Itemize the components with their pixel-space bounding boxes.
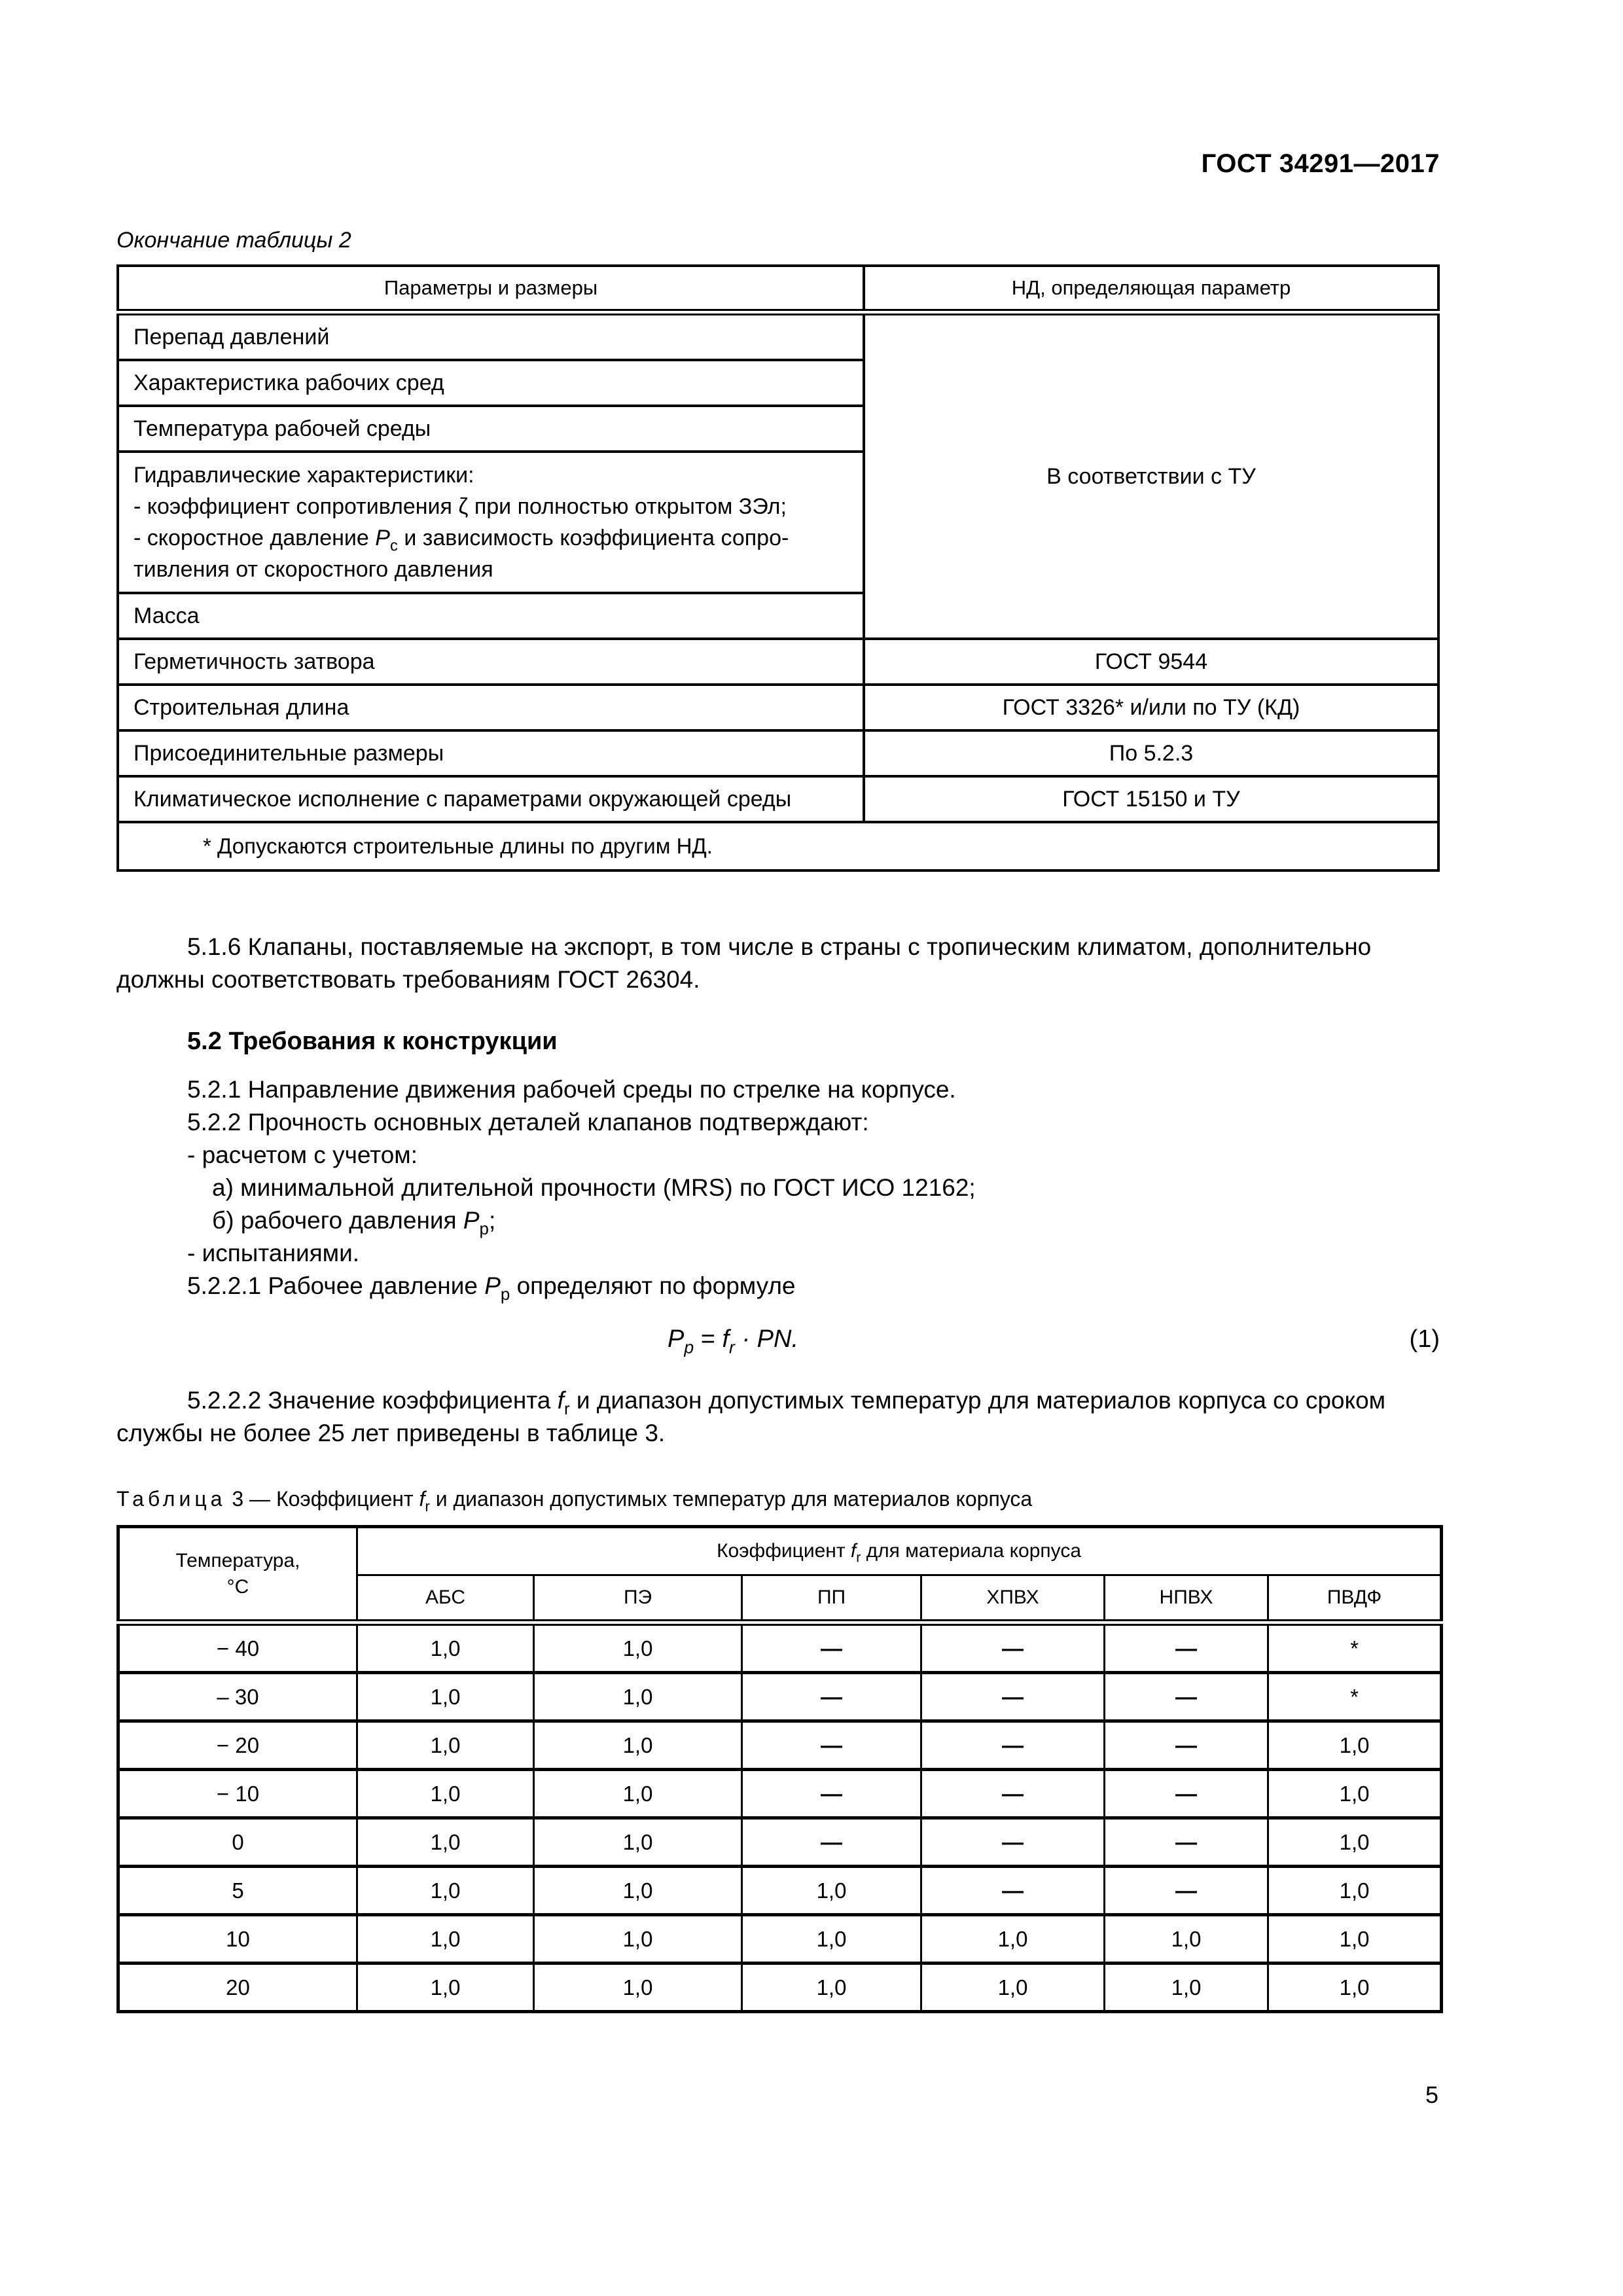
material-header: НПВХ (1105, 1575, 1268, 1623)
coefficient-cell: 1,0 (357, 1964, 534, 2012)
coefficient-cell: 1,0 (357, 1915, 534, 1964)
hydraulic-title: Гидравлические характеристики: (134, 463, 474, 488)
temperature-cell: 0 (118, 1818, 357, 1867)
coefficient-cell: — (742, 1770, 921, 1818)
temperature-cell: − 40 (118, 1623, 357, 1673)
param-cell: Характеристика рабочих сред (118, 360, 864, 406)
coefficient-cell: 1,0 (742, 1867, 921, 1915)
coefficient-cell: 1,0 (534, 1721, 742, 1770)
coefficient-cell: 1,0 (921, 1915, 1105, 1964)
coefficient-cell: 1,0 (534, 1964, 742, 2012)
param-cell: Герметичность затвора (118, 639, 864, 685)
coefficient-cell: — (921, 1818, 1105, 1867)
table-row (118, 776, 1438, 822)
coefficient-cell: — (742, 1818, 921, 1867)
coefficient-cell: — (742, 1623, 921, 1673)
temperature-cell: 5 (118, 1867, 357, 1915)
coefficient-cell: 1,0 (1105, 1964, 1268, 2012)
table-row (118, 639, 1438, 685)
param-cell-hydraulic (118, 452, 864, 593)
coefficient-cell: 1,0 (357, 1623, 534, 1673)
coefficient-cell: * (1268, 1623, 1442, 1673)
coefficient-cell: 1,0 (534, 1915, 742, 1964)
coefficient-cell: * (1268, 1673, 1442, 1721)
temperature-cell: – 30 (118, 1673, 357, 1721)
coefficient-cell: 1,0 (1105, 1915, 1268, 1964)
param-cell: Масса (118, 593, 864, 639)
table-row (118, 1915, 1442, 1964)
coefficient-cell: 1,0 (357, 1721, 534, 1770)
temperature-cell: 20 (118, 1964, 357, 2012)
coefficient-cell: 1,0 (357, 1818, 534, 1867)
coefficient-cell: — (742, 1721, 921, 1770)
nd-cell: ГОСТ 15150 и ТУ (864, 776, 1438, 822)
hydraulic-item-2: - скоростное давление $P_c$ и зависимость коэффициента сопро- (134, 526, 789, 555)
coefficient-cell: 1,0 (534, 1818, 742, 1867)
coefficient-cell: 1,0 (357, 1867, 534, 1915)
coefficient-cell: — (921, 1623, 1105, 1673)
coefficient-cell: 1,0 (1268, 1721, 1442, 1770)
list-item-a: а) минимальной длительной прочности (MRS) по ГОСТ ИСО 12162; (212, 1174, 976, 1201)
list-item-calculation: - расчетом с учетом: (187, 1141, 418, 1168)
formula-1: $P_р = f_r$ · PN. (668, 1325, 799, 1357)
table2-header-params: Параметры и размеры (118, 266, 864, 312)
param-cell: Перепад давлений (118, 312, 864, 360)
temperature-cell: 10 (118, 1915, 357, 1964)
coefficient-cell: 1,0 (534, 1867, 742, 1915)
material-header: АБС (357, 1575, 534, 1623)
table-row (118, 1964, 1442, 2012)
table-footnote: * Допускаются строительные длины по другим НД. (118, 822, 1438, 870)
coefficient-cell: — (1105, 1721, 1268, 1770)
paragraph-5-2-2: 5.2.2 Прочность основных деталей клапанов подтверждают: (187, 1109, 869, 1136)
nd-cell: По 5.2.3 (864, 730, 1438, 776)
table-row (118, 1818, 1442, 1867)
material-header: ХПВХ (921, 1575, 1105, 1623)
material-header: ПВДФ (1268, 1575, 1442, 1623)
coefficient-cell: 1,0 (1268, 1964, 1442, 2012)
table-3-caption: Таблица 3 — Коэффициент $f_r$ и диапазон допустимых температур для материалов корпуса (116, 1487, 1033, 1515)
coefficient-cell: — (921, 1721, 1105, 1770)
coefficient-cell: 1,0 (1268, 1770, 1442, 1818)
coefficient-cell: 1,0 (742, 1964, 921, 2012)
coefficient-cell: — (742, 1673, 921, 1721)
param-cell: Строительная длина (118, 685, 864, 730)
material-header: ПП (742, 1575, 921, 1623)
table-row (118, 1721, 1442, 1770)
coefficient-cell: — (1105, 1673, 1268, 1721)
table-row (118, 312, 1438, 360)
nd-cell: ГОСТ 3326* и/или по ТУ (КД) (864, 685, 1438, 730)
param-cell: Температура рабочей среды (118, 406, 864, 452)
coefficient-cell: 1,0 (921, 1964, 1105, 2012)
coefficient-cell: — (921, 1673, 1105, 1721)
page-number: 5 (1425, 2081, 1438, 2108)
table-row (118, 1770, 1442, 1818)
coefficient-cell: 1,0 (534, 1673, 742, 1721)
table-row (118, 730, 1438, 776)
temperature-cell: − 20 (118, 1721, 357, 1770)
paragraph-5-1-6: 5.1.6 Клапаны, поставляемые на экспорт, в том числе в страны с тропическим климатом, дополнительно должны соответствовать требованиям ГОСТ 26304. (116, 933, 1372, 993)
coefficient-cell: 1,0 (1268, 1818, 1442, 1867)
nd-merged-cell: В соответствии с ТУ (864, 312, 1438, 639)
coefficient-cell: 1,0 (534, 1770, 742, 1818)
param-cell: Климатическое исполнение с параметрами окружающей среды (118, 776, 864, 822)
coefficient-cell: — (1105, 1867, 1268, 1915)
coefficient-cell: 1,0 (1268, 1915, 1442, 1964)
coefficient-cell: 1,0 (534, 1623, 742, 1673)
table-3 (116, 1525, 1443, 2013)
list-item-b: б) рабочего давления $P_р$; (212, 1207, 496, 1239)
coefficient-cell: 1,0 (742, 1915, 921, 1964)
material-header: ПЭ (534, 1575, 742, 1623)
paragraph-5-2-2-2: 5.2.2.2 Значение коэффициента $f_r$ и диапазон допустимых температур для материалов корпуса со сроком службы не более 25 лет приведены в таблице 3. (116, 1387, 1386, 1446)
temperature-cell: − 10 (118, 1770, 357, 1818)
formula-number: (1) (1409, 1325, 1440, 1353)
hydraulic-item-2-cont: тивления от скоростного давления (134, 557, 493, 582)
table2-header-nd: НД, определяющая параметр (864, 266, 1438, 312)
table-row (118, 1673, 1442, 1721)
coefficient-cell: — (921, 1867, 1105, 1915)
section-heading-5-2: 5.2 Требования к конструкции (187, 1028, 558, 1055)
paragraph-5-2-1: 5.2.1 Направление движения рабочей среды по стрелке на корпусе. (187, 1076, 956, 1103)
table-row (118, 1867, 1442, 1915)
table-row (118, 1623, 1442, 1673)
coefficient-cell: — (921, 1770, 1105, 1818)
temperature-header: Температура, °С (118, 1527, 357, 1623)
coefficient-cell: — (1105, 1770, 1268, 1818)
paragraph-5-2-2-1: 5.2.2.1 Рабочее давление $P_р$ определяют по формуле (187, 1272, 796, 1304)
coefficient-cell: — (1105, 1623, 1268, 1673)
hydraulic-item-1: - коэффициент сопротивления ζ при полностью открытом ЗЭл; (134, 494, 787, 519)
coefficient-group-header: Коэффициент $f_r$ для материала корпуса (357, 1527, 1442, 1575)
coefficient-cell: — (1105, 1818, 1268, 1867)
param-cell: Присоединительные размеры (118, 730, 864, 776)
document-code: ГОСТ 34291—2017 (1201, 149, 1440, 178)
coefficient-cell: 1,0 (357, 1770, 534, 1818)
list-item-tests: - испытаниями. (187, 1240, 360, 1266)
table-2 (116, 264, 1440, 872)
nd-cell: ГОСТ 9544 (864, 639, 1438, 685)
table-row (118, 685, 1438, 730)
table-footnote-row (118, 822, 1438, 870)
coefficient-cell: 1,0 (357, 1673, 534, 1721)
table-continuation-label: Окончание таблицы 2 (116, 228, 351, 253)
coefficient-cell: 1,0 (1268, 1867, 1442, 1915)
